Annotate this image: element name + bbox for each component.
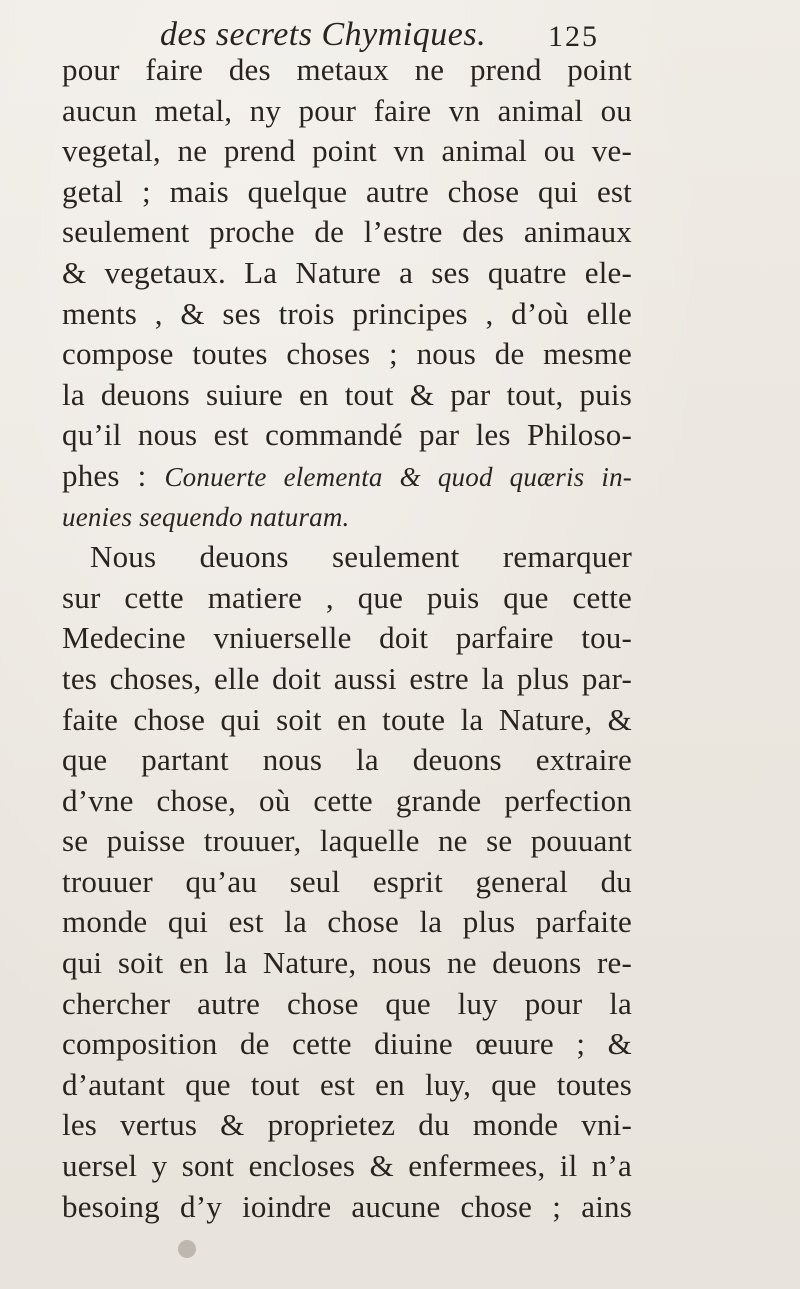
text-line: composition de cette diuine œuure ; & <box>62 1026 632 1062</box>
text-line: aucun metal, ny pour faire vn animal ou <box>62 92 632 128</box>
text-line: compose toutes choses ; nous de mesme <box>62 336 632 372</box>
text-line: besoing d’y ioindre aucune chose ; ains <box>62 1188 632 1224</box>
text-block <box>62 50 632 1227</box>
text-line: uersel y sont encloses & enfermees, il n’a <box>62 1148 632 1184</box>
ink-blot <box>178 1240 196 1258</box>
text-line: d’autant que tout est en luy, que toutes <box>62 1066 632 1102</box>
text-line: Medecine vniuerselle doit parfaire tou- <box>62 620 632 656</box>
text-line: que partant nous la deuons extraire <box>62 742 632 778</box>
text-line: getal ; mais quelque autre chose qui est <box>62 173 632 209</box>
text-line: se puisse trouuer, laquelle ne se pouuant <box>62 823 632 859</box>
text-line: trouuer qu’au seul esprit general du <box>62 863 632 899</box>
running-head: des secrets Chymiques. <box>160 16 487 53</box>
text-line: Nous deuons seulement remarquer <box>90 539 632 575</box>
text-line: la deuons suiure en tout & par tout, puis <box>62 376 632 412</box>
text-line: faite chose qui soit en toute la Nature, & <box>62 701 632 737</box>
text-line-latin: uenies sequendo naturam. <box>62 501 350 532</box>
text-line: pour faire des metaux ne prend point <box>62 52 632 87</box>
text-line: d’vne chose, où cette grande perfection <box>62 782 632 818</box>
text-line: qui soit en la Nature, nous ne deuons re- <box>62 945 632 981</box>
text-line-latin: phes : Conuerte elementa & quod quæris in- <box>62 457 632 493</box>
text-line: monde qui est la chose la plus parfaite <box>62 904 632 940</box>
text-line: vegetal, ne prend point vn animal ou ve- <box>62 133 632 169</box>
text-line: seulement proche de l’estre des animaux <box>62 214 632 250</box>
text-line: sur cette matiere , que puis que cette <box>62 579 632 615</box>
text-line: & vegetaux. La Nature a ses quatre ele- <box>62 254 632 290</box>
text-line: chercher autre chose que luy pour la <box>62 985 632 1021</box>
text-line: ments , & ses trois principes , d’où elle <box>62 295 632 331</box>
text-line: tes choses, elle doit aussi estre la plus par- <box>62 660 632 696</box>
page-number: 125 <box>548 20 599 53</box>
page-header <box>0 14 800 54</box>
text-line: les vertus & proprietez du monde vni- <box>62 1107 632 1143</box>
text-line: qu’il nous est commandé par les Philoso- <box>62 417 632 453</box>
